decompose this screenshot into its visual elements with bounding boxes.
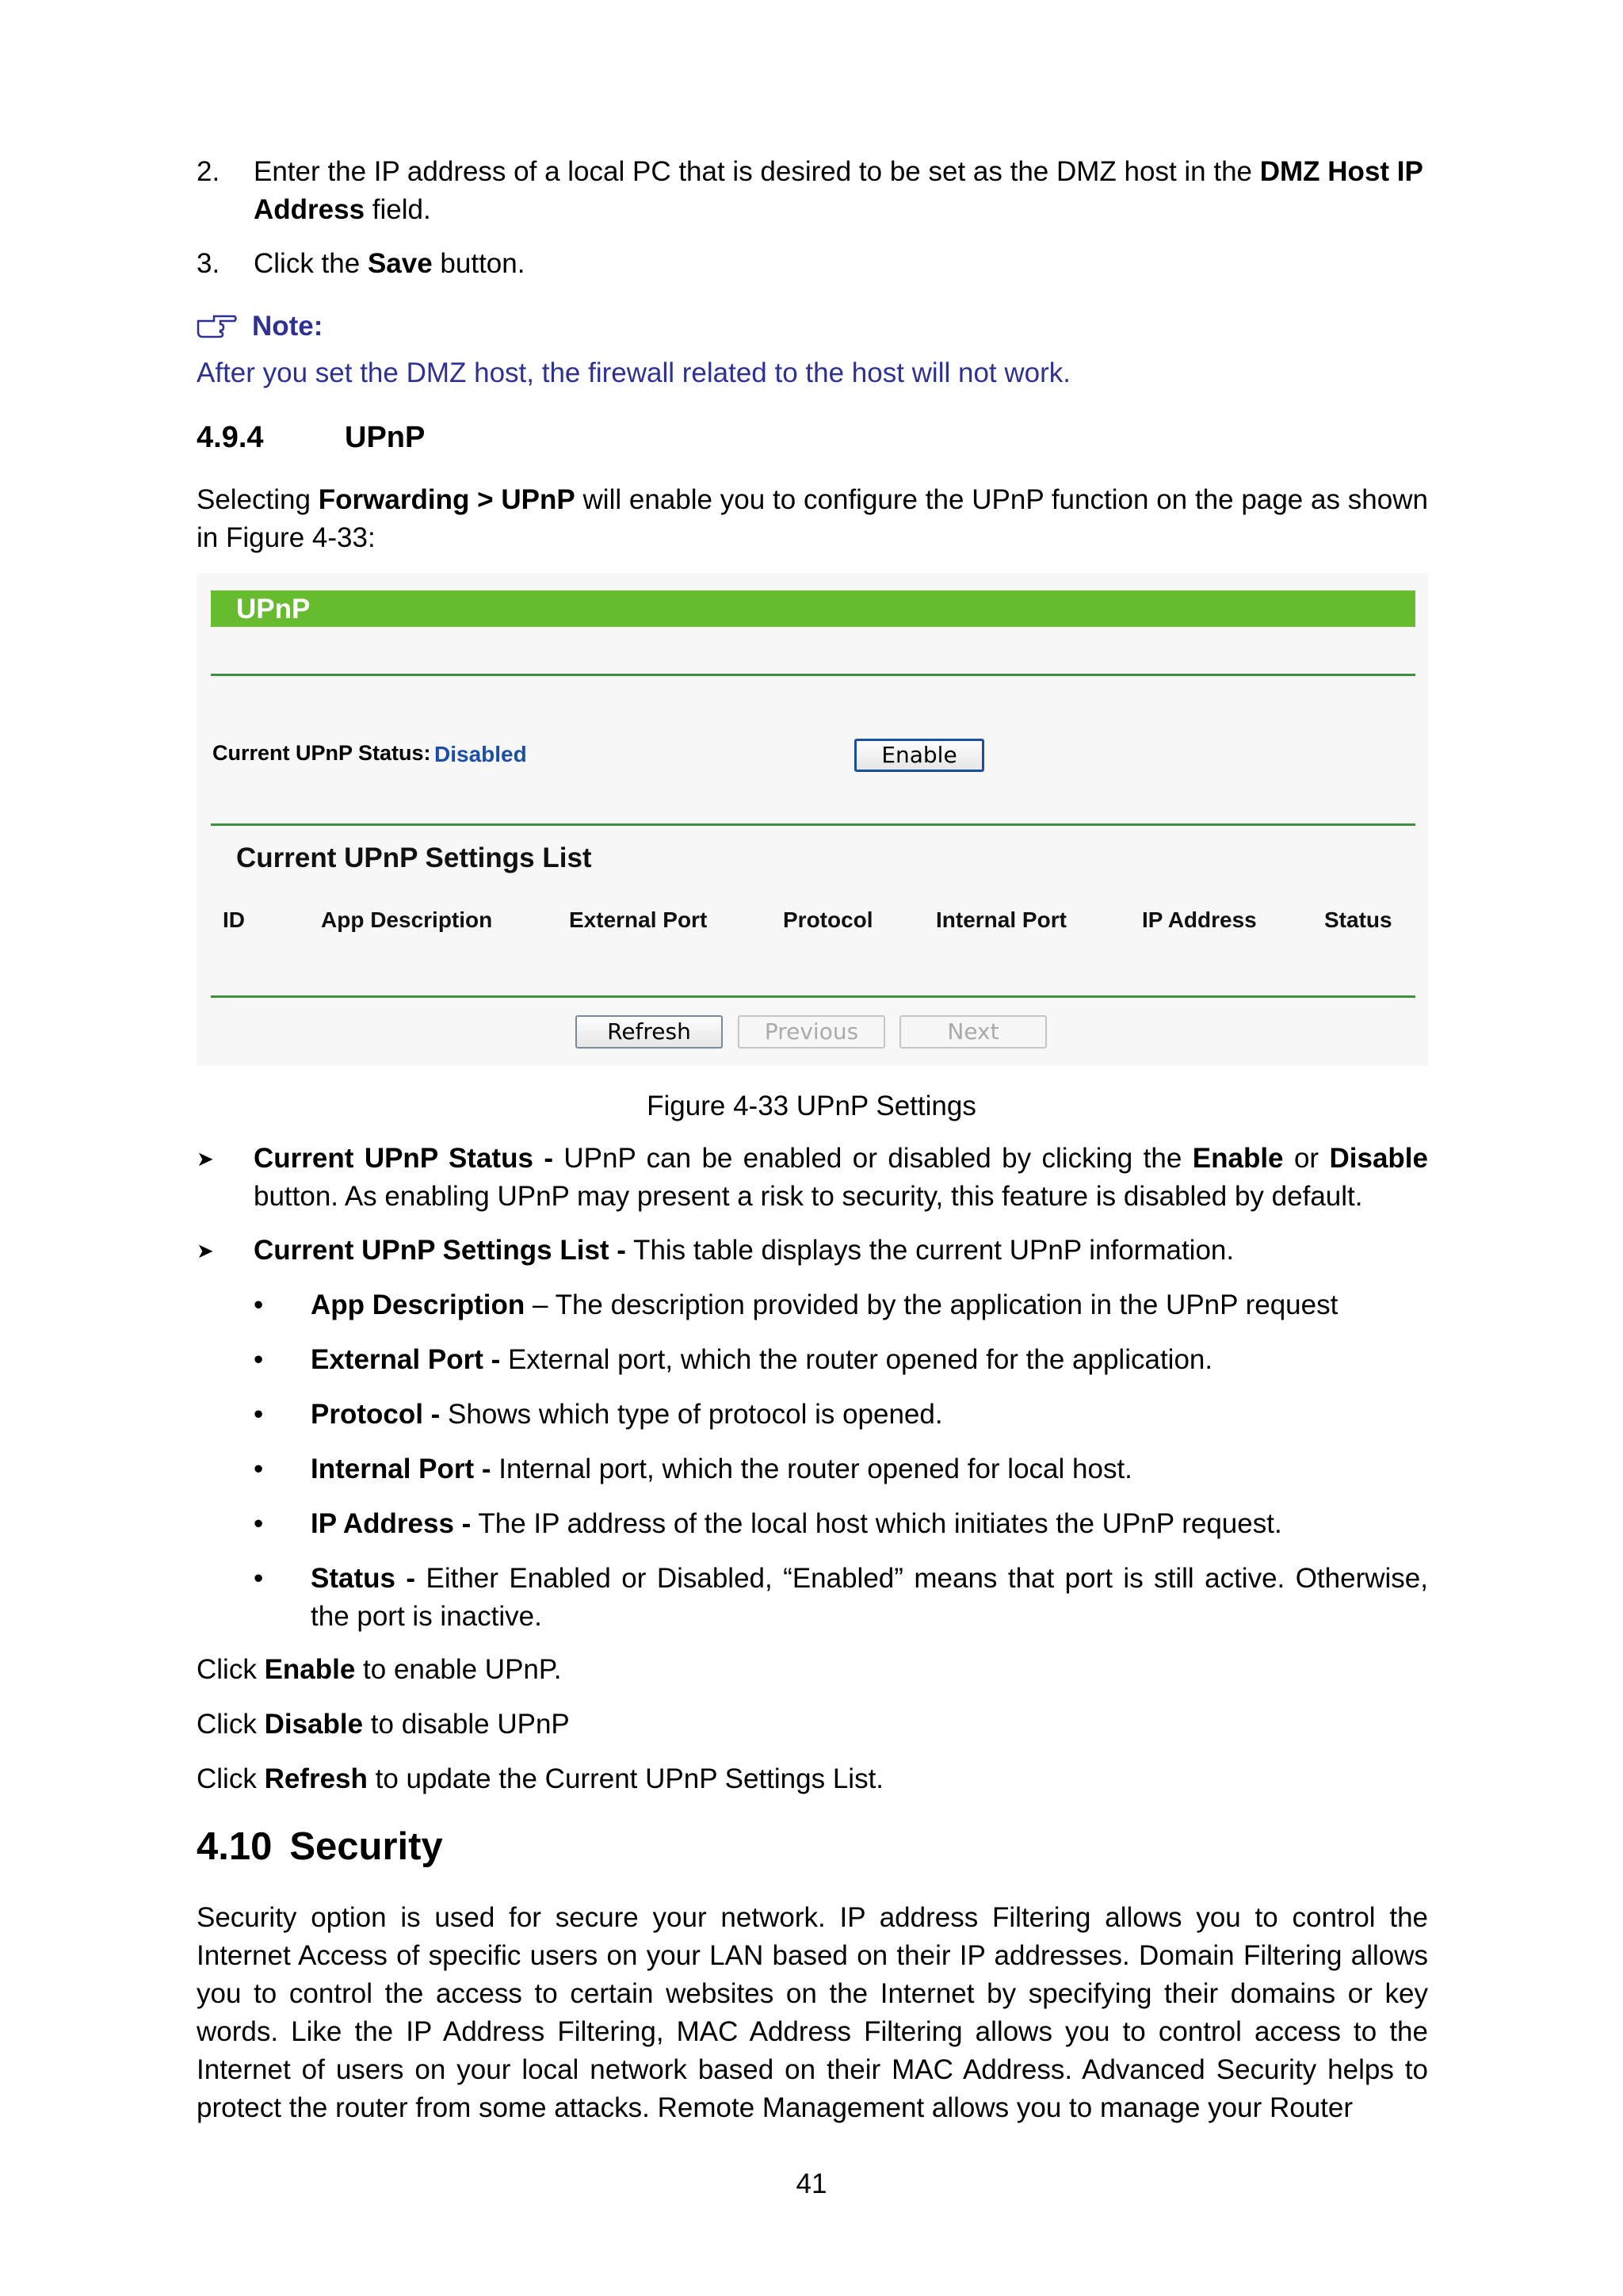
upnp-status-label: Current UPnP Status: [212, 741, 431, 765]
definition-term: Current UPnP Status - [254, 1143, 553, 1174]
step-text: Enter the IP address of a local PC that is desired to be set as the DMZ host in the [254, 156, 1260, 187]
click-text: Click [197, 1763, 265, 1794]
step-text-end: field. [365, 194, 431, 225]
click-text-end: to enable UPnP. [355, 1654, 562, 1685]
definition-enable: Enable [1192, 1143, 1284, 1174]
divider [211, 995, 1415, 998]
security-heading [197, 1823, 443, 1870]
column-header-protocol: Protocol [783, 907, 873, 932]
divider [211, 823, 1415, 826]
column-header-external-port: External Port [569, 907, 708, 932]
bullet-term: IP Address - [311, 1508, 472, 1539]
bullet-term: External Port - [311, 1344, 501, 1375]
upnp-header-bar [211, 590, 1415, 627]
click-text: Click [197, 1709, 265, 1740]
figure-caption: Figure 4-33 UPnP Settings [647, 1091, 976, 1121]
intro-text-end: will enable you to configure the UPnP function on the page as shown in Figure 4-33: [197, 484, 1428, 553]
bullet-text: Either Enabled or Disabled, “Enabled” means that port is still active. Otherwise, the port is inactive. [311, 1563, 1428, 1632]
refresh-button[interactable]: Refresh [575, 1015, 723, 1049]
step-field-name: DMZ Host IP Address [254, 156, 1423, 225]
step-number: 3. [197, 248, 220, 279]
note-heading [197, 308, 323, 346]
definition-or: or [1283, 1143, 1330, 1174]
column-header-status: Status [1324, 907, 1392, 932]
bullet-term: Internal Port - [311, 1454, 491, 1484]
definition-text-end: button. As enabling UPnP may present a risk to security, this feature is disabled by default. [254, 1181, 1363, 1212]
step-text: Click the [254, 248, 368, 279]
click-refresh-line [197, 1760, 1428, 1798]
security-number: 4.10 [197, 1825, 273, 1868]
column-header-internal-port: Internal Port [936, 907, 1067, 932]
bullet-dot-icon: • [254, 1508, 264, 1539]
bullet-term: Protocol - [311, 1399, 441, 1430]
divider [211, 674, 1415, 676]
click-enable-line [197, 1651, 1428, 1689]
settings-list-title: Current UPnP Settings List [236, 842, 592, 873]
click-term: Disable [264, 1709, 364, 1740]
click-term: Refresh [264, 1763, 368, 1794]
arrow-bullet-icon: ➤ [197, 1239, 214, 1263]
bullet-dot-icon: • [254, 1563, 264, 1594]
arrow-bullet-icon: ➤ [197, 1147, 214, 1171]
intro-text: Selecting [197, 484, 319, 515]
bullet-dot-icon: • [254, 1289, 264, 1320]
bullet-term: App Description [311, 1289, 525, 1320]
bullet-dot-icon: • [254, 1399, 264, 1430]
security-title: Security [289, 1825, 443, 1868]
section-title: UPnP [345, 421, 426, 454]
upnp-settings-figure [197, 573, 1428, 1066]
click-text: Click [197, 1654, 265, 1685]
bullet-dot-icon: • [254, 1344, 264, 1375]
upnp-status-value: Disabled [434, 742, 527, 766]
bullet-text: External port, which the router opened for the application. [500, 1344, 1213, 1375]
section-heading [197, 418, 426, 457]
definition-disable: Disable [1329, 1143, 1428, 1174]
enable-button[interactable]: Enable [854, 739, 984, 772]
click-term: Enable [264, 1654, 356, 1685]
step-button-name: Save [367, 248, 433, 279]
column-header-id: ID [223, 907, 245, 932]
definition-text: This table displays the current UPnP information. [625, 1235, 1235, 1266]
section-number: 4.9.4 [197, 421, 264, 454]
page-number: 41 [796, 2168, 827, 2199]
intro-paragraph [197, 481, 1428, 557]
bullet-dot-icon: • [254, 1454, 264, 1484]
intro-menu-path: Forwarding > UPnP [318, 484, 575, 515]
bullet-text: – The description provided by the application in the UPnP request [525, 1289, 1338, 1320]
bullet-text: Internal port, which the router opened for local host. [491, 1454, 1132, 1484]
click-text-end: to update the Current UPnP Settings List. [367, 1763, 884, 1794]
security-paragraph: Security option is used for secure your network. IP address Filtering allows you to control the Internet Access of specific users on your LAN based on their IP addresses. Domain Filtering allows you to control the access to certain websites on the Internet by specifying their domains or key words. Like the IP Address Filtering, MAC Address Filtering allows you to control access to the Internet of users on your local network based on their MAC Address. Advanced Security helps to protect the router from some attacks. Remote Management allows you to manage your Router [197, 1902, 1428, 2123]
pointing-hand-icon [197, 313, 238, 338]
bullet-text: Shows which type of protocol is opened. [440, 1399, 943, 1430]
click-disable-line [197, 1706, 1428, 1744]
definition-term: Current UPnP Settings List - [254, 1235, 626, 1266]
bullet-term: Status - [311, 1563, 416, 1594]
column-header-app-description: App Description [321, 907, 493, 932]
definition-text: UPnP can be enabled or disabled by clicking the [552, 1143, 1193, 1174]
click-text-end: to disable UPnP [363, 1709, 570, 1740]
note-text: After you set the DMZ host, the firewall related to the host will not work. [197, 357, 1071, 388]
next-button[interactable]: Next [899, 1015, 1047, 1049]
column-header-ip-address: IP Address [1142, 907, 1257, 932]
step-number: 2. [197, 156, 220, 187]
note-label: Note: [252, 311, 323, 342]
previous-button[interactable]: Previous [738, 1015, 885, 1049]
bullet-text: The IP address of the local host which initiates the UPnP request. [471, 1508, 1282, 1539]
step-text-end: button. [432, 248, 525, 279]
upnp-header-title: UPnP [236, 594, 311, 625]
